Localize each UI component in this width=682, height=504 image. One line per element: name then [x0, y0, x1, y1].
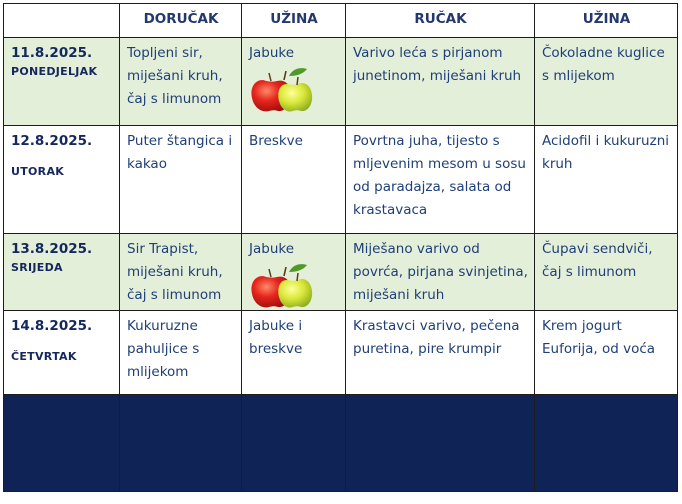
uzina-2-cell: Čokoladne kuglice s mlijekom — [535, 38, 678, 126]
rucak-cell: Krastavci varivo, pečena puretina, pire krumpir — [346, 311, 535, 395]
day-label: UTORAK — [11, 165, 65, 178]
uzina-2-cell: Krem jogurt Euforija, od voća — [535, 311, 678, 395]
rucak-cell: Varivo leća s pirjanom junetinom, miješani kruh — [346, 38, 535, 126]
date-label: 12.8.2025. — [11, 133, 93, 149]
header-rucak: RUČAK — [346, 4, 535, 38]
header-dorucak: DORUČAK — [120, 4, 242, 38]
uzina-1-cell — [242, 38, 346, 126]
rucak-cell: Miješano varivo od povrća, pirjana svinjetina, miješani kruh — [346, 234, 535, 311]
footer-band-cell — [535, 395, 678, 492]
menu-table — [3, 3, 678, 492]
apple-icon — [249, 262, 319, 310]
day-label: ČETVRTAK — [11, 350, 77, 363]
rucak-cell: Povrtna juha, tijesto s mljevenim mesom u sosu od paradajza, salata od krastavaca — [346, 126, 535, 234]
day-cell — [4, 126, 120, 234]
apple-icon — [249, 66, 319, 114]
uzina-1-text: Jabuke — [249, 45, 295, 61]
uzina-1-text: Jabuke — [249, 241, 295, 257]
header-uzina-1: UŽINA — [242, 4, 346, 38]
footer-band-cell — [120, 395, 242, 492]
day-cell — [4, 234, 120, 311]
uzina-2-cell: Čupavi sendviči, čaj s limunom — [535, 234, 678, 311]
footer-band-cell — [346, 395, 535, 492]
dorucak-cell: Topljeni sir, miješani kruh, čaj s limunom — [120, 38, 242, 126]
date-label: 14.8.2025. — [11, 318, 93, 334]
uzina-1-cell — [242, 234, 346, 311]
table-row — [4, 311, 678, 395]
day-cell — [4, 38, 120, 126]
footer-band-cell — [242, 395, 346, 492]
header-row — [4, 4, 678, 38]
table-row — [4, 234, 678, 311]
footer-band-row — [4, 395, 678, 492]
footer-band-cell — [4, 395, 120, 492]
day-label: SRIJEDA — [11, 261, 63, 274]
dorucak-cell: Kukuruzne pahuljice s mlijekom — [120, 311, 242, 395]
header-uzina-2: UŽINA — [535, 4, 678, 38]
dorucak-cell: Sir Trapist, miješani kruh, čaj s limunom — [120, 234, 242, 311]
table-row — [4, 126, 678, 234]
header-cell-blank — [4, 4, 120, 38]
day-label: PONEDJELJAK — [11, 65, 98, 78]
date-label: 13.8.2025. — [11, 241, 93, 257]
uzina-1-cell: Jabuke i breskve — [242, 311, 346, 395]
dorucak-cell: Puter štangica i kakao — [120, 126, 242, 234]
date-label: 11.8.2025. — [11, 45, 93, 61]
day-cell — [4, 311, 120, 395]
table-row — [4, 38, 678, 126]
uzina-1-cell: Breskve — [242, 126, 346, 234]
uzina-2-cell: Acidofil i kukuruzni kruh — [535, 126, 678, 234]
